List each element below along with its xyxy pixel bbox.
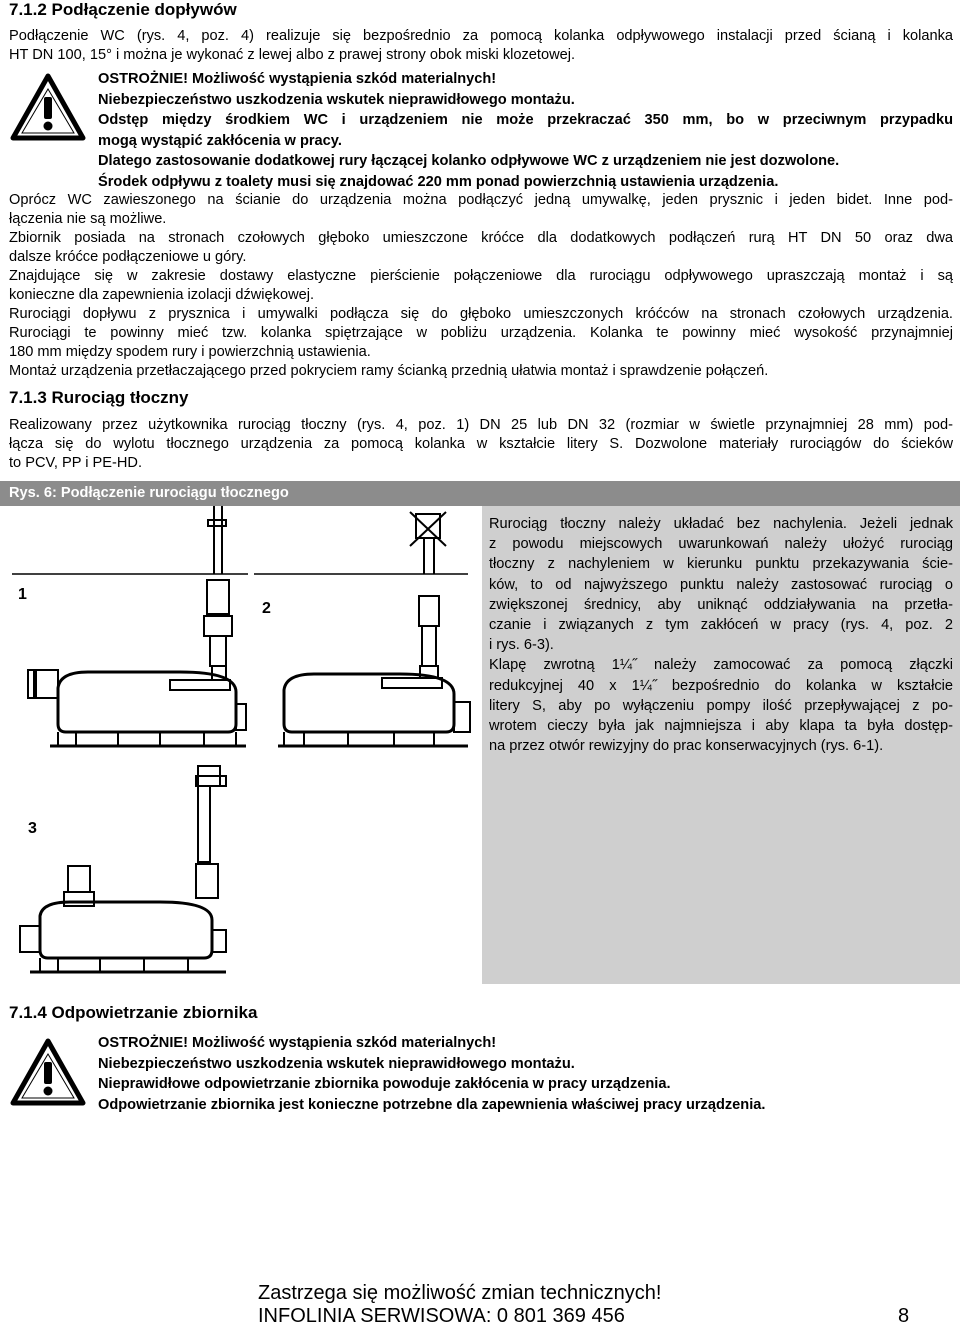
text-line: Zbiornik posiada na stronach czołowych głęboko umieszczone króćce dla dodatkowych podłączeń rurą HT DN 50 oraz dwa xyxy=(9,230,953,246)
figure-side-text xyxy=(489,514,953,756)
section-heading-7-1-2: 7.1.2 Podłączenie dopływów xyxy=(9,0,237,19)
paragraph-pressure-pipe xyxy=(9,416,953,473)
warning-line: mogą wystąpić zakłócenia w pracy. xyxy=(98,132,342,149)
warning-title: OSTROŻNIE! Możliwość wystąpienia szkód materialnych! xyxy=(98,71,497,87)
text-line: wrotem cieczy była jak najmniejsza i aby klapa ta była dostęp- xyxy=(489,718,953,735)
text-line: redukcyjnej 40 x 1¼˝ bezpośrednio do kolanka w kształcie xyxy=(489,677,953,694)
text-line: ków, to od najwyższego punktu należy zastosować rurociąg o xyxy=(489,576,953,593)
text-line: na przez otwór rewizyjny do prac konserwacyjnych (rys. 6-1). xyxy=(489,738,884,755)
text-line: konieczne dla zapewnienia izolacji dźwiękowej. xyxy=(9,287,315,303)
text-line: dalsze króćce podłączeniowe u góry. xyxy=(9,249,247,265)
footer-disclaimer: Zastrzega się możliwość zmian technicznych! xyxy=(258,1282,662,1304)
warning-triangle-icon xyxy=(10,1038,86,1106)
text-line: zwiększonej średnicy, aby uniknąć oddziaływania na przetła- xyxy=(489,596,953,613)
text-line: Realizowany przez użytkownika rurociąg tłoczny (rys. 4, poz. 1) DN 25 lub DN 32 (rozmiar w świetle przynajmniej 28 mm) pod- xyxy=(9,417,953,433)
warning-line: Niebezpieczeństwo uszkodzenia wskutek nieprawidłowego montażu. xyxy=(98,1055,575,1072)
paragraph-other-connections xyxy=(9,191,953,381)
text-line: czanie i związanych z tym zakłóceń w pracy (rys. 4, poz. 2 xyxy=(489,617,953,634)
figure-label-1: 1 xyxy=(18,586,27,603)
warning-line: Niebezpieczeństwo uszkodzenia wskutek nieprawidłowego montażu. xyxy=(98,91,575,108)
drawing-1 xyxy=(12,506,248,746)
text-line: Podłączenie WC (rys. 4, poz. 4) realizuje się bezpośrednio za pomocą kolanka odpływowego instalacji przed ścianą i kolanka xyxy=(9,28,953,44)
warning-line: Dlatego zastosowanie dodatkowej rury łączącej kolanko odpływowe WC z urządzeniem nie jest dozwolone. xyxy=(98,153,840,169)
text-line: Znajdujące się w zakresie dostawy elastyczne pierścienie połączeniowe dla rurociągu odpływowego upraszczają montaż i są xyxy=(9,268,953,284)
figure-label-2: 2 xyxy=(262,600,271,617)
section-heading-7-1-3: 7.1.3 Rurociąg tłoczny xyxy=(9,388,189,407)
text-line: łączenia nie są możliwe. xyxy=(9,211,167,227)
text-line: 180 mm między spodem rury i powierzchnią ustawienia. xyxy=(9,344,371,360)
text-line: z powodu miejscowych uwarunkowań należy ułożyć rurociąg xyxy=(489,536,953,553)
text-line: Rurociągi te powinny mieć tzw. kolanka spiętrzające w pobliżu urządzenia. Kolanka te powinny mieć wysokość przynajmniej xyxy=(9,325,953,341)
text-line: i rys. 6-3). xyxy=(489,637,554,654)
text-line: łącza się do wylotu tłocznego urządzenia za pomocą kolanka w kształcie litery S. Dozwolone materiały rurociągów do ścieków xyxy=(9,436,953,452)
text-line: HT DN 100, 15° i można je wykonać z lewej albo z prawej strony obok miski klozetowej. xyxy=(9,47,576,63)
warning-block-2 xyxy=(98,1033,953,1115)
text-line: to PCV, PP i PE-HD. xyxy=(9,455,143,471)
text-line: Oprócz WC zawieszonego na ścianie do urządzenia można podłączyć jedną umywalkę, jeden prysznic i jeden bidet. Inne pod- xyxy=(9,192,953,208)
warning-triangle-icon xyxy=(10,73,86,141)
warning-line: Nieprawidłowe odpowietrzanie zbiornika powoduje zakłócenia w pracy urządzenia. xyxy=(98,1076,671,1092)
figure-label-3: 3 xyxy=(28,820,37,837)
figure-caption: Rys. 6: Podłączenie rurociągu tłocznego xyxy=(0,481,960,506)
text-line: Klapę zwrotną 1¼˝ należy zamocować za pomocą złączki xyxy=(489,657,953,674)
warning-title: OSTROŻNIE! Możliwość wystąpienia szkód materialnych! xyxy=(98,1035,497,1051)
warning-line: Odpowietrzanie zbiornika jest konieczne potrzebne dla zapewnienia właściwej pracy urządzenia. xyxy=(98,1096,766,1113)
warning-line: Środek odpływu z toalety musi się znajdować 220 mm ponad powierzchnią ustawienia urządzenia. xyxy=(98,173,779,190)
text-line: Rurociągi dopływu z prysznica i umywalki podłącza się do głęboko umieszczonych króćców na stronach czołowych urządzenia. xyxy=(9,306,953,322)
text-line: Rurociąg tłoczny należy układać bez nachylenia. Jeżeli jednak xyxy=(489,516,953,532)
section-heading-7-1-4: 7.1.4 Odpowietrzanie zbiornika xyxy=(9,1003,258,1022)
text-line: litery S, aby po wyłączeniu pompy ilość przepływającej z po- xyxy=(489,697,953,714)
figure-drawings xyxy=(0,506,482,984)
drawing-2 xyxy=(254,512,470,746)
paragraph-wc-connection xyxy=(9,27,953,65)
text-line: Montaż urządzenia przetłaczającego przed pokryciem ramy ścianką przednią ułatwia montaż i sprawdzenie połączeń. xyxy=(9,363,769,379)
drawing-3 xyxy=(20,766,226,972)
footer-hotline: INFOLINIA SERWISOWA: 0 801 369 456 xyxy=(258,1305,625,1327)
warning-block-1 xyxy=(98,69,953,192)
warning-line: Odstęp między środkiem WC i urządzeniem nie może przekraczać 350 mm, bo w przeciwnym przypadku xyxy=(98,112,953,128)
page-number: 8 xyxy=(898,1305,910,1327)
text-line: tłoczny z nachyleniem w kierunku punktu przekazywania ście- xyxy=(489,556,953,573)
